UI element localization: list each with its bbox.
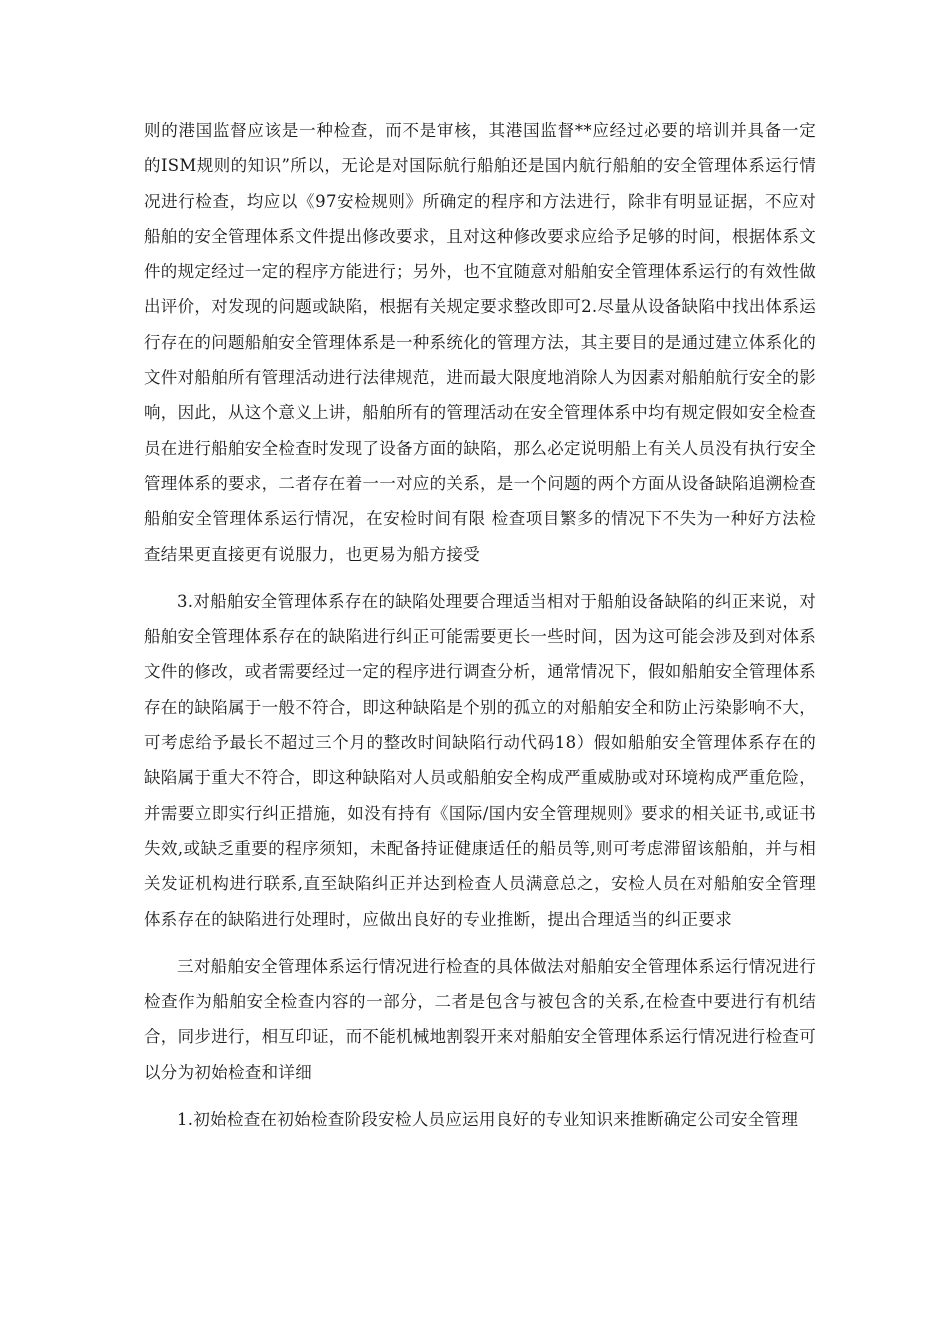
paragraph-3: 三对船舶安全管理体系运行情况进行检查的具体做法对船舶安全管理体系运行情况进行检查作为船舶安全检查内容的一部分，二者是包含与被包含的关系,在检查中要进行有机结合，同步进行，相互印证，而不能机械地割裂开来对船舶安全管理体系运行情况进行检查可以分为初始检查和详细 <box>144 956 816 1082</box>
paragraph-1: 则的港国监督应该是一种检查，而不是审核，其港国监督**应经过必要的培训并具备一定的ISM规则的知识”所以，无论是对国际航行船舶还是国内航行船舶的安全管理体系运行情况进行检查，均应以《97安检规则》所确定的程序和方法进行，除非有明显证据，不应对船舶的安全管理体系文件提出修改要求，且对这种修改要求应给予足够的时间，根据体系文件的规定经过一定的程序方能进行；另外，也不宜随意对船舶安全管理体系运行的有效性做出评价，对发现的问题或缺陷，根据有关规定要求整改即可2.尽量从设备缺陷中找出体系运行存在的问题船舶安全管理体系是一种系统化的管理方法，其主要目的是通过建立体系化的文件对船舶所有管理活动进行法律规范，进而最大限度地消除人为因素对船舶航行安全的影响，因此，从这个意义上讲，船舶所有的管理活动在安全管理体系中均有规定假如安全检查员在进行船舶安全检查时发现了设备方面的缺陷，那么必定说明船上有关人员没有执行安全管理体系的要求，二者存在着一一对应的关系，是一个问题的两个方面从设备缺陷追溯检查船舶安全管理体系运行情况，在安检时间有限 检查项目繁多的情况下不失为一种好方法检查结果更直接更有说服力，也更易为船方接受 <box>144 121 816 564</box>
paragraph-2: 3.对船舶安全管理体系存在的缺陷处理要合理适当相对于船舶设备缺陷的纠正来说，对船舶安全管理体系存在的缺陷进行纠正可能需要更长一些时间，因为这可能会涉及到对体系文件的修改，或者需要经过一定的程序进行调查分析，通常情况下，假如船舶安全管理体系存在的缺陷属于一般不符合，即这种缺陷是个别的孤立的对船舶安全和防止污染影响不大，可考虑给予最长不超过三个月的整改时间缺陷行动代码18）假如船舶安全管理体系存在的缺陷属于重大不符合，即这种缺陷对人员或船舶安全构成严重威胁或对环境构成严重危险，并需要立即实行纠正措施，如没有持有《国际/国内安全管理规则》要求的相关证书,或证书失效,或缺乏重要的程序须知，未配备持证健康适任的船员等,则可考虑滞留该船舶，并与相关发证机构进行联系,直至缺陷纠正并达到检查人员满意总之，安检人员在对船舶安全管理体系存在的缺陷进行处理时，应做出良好的专业推断，提出合理适当的纠正要求 <box>144 591 816 929</box>
paragraph-4: 1.初始检查在初始检查阶段安检人员应运用良好的专业知识来推断确定公司安全管理 <box>177 1110 799 1130</box>
document-body <box>144 113 816 1137</box>
